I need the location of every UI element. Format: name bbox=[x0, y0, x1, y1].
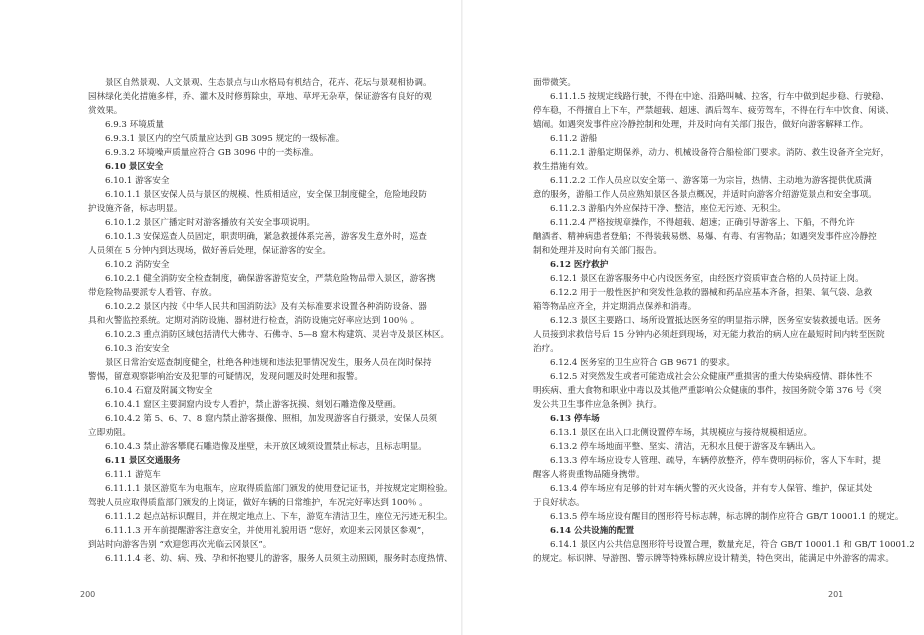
right-page-number: 201 bbox=[828, 590, 844, 599]
text-line: 6.10.4 石窟及附属文物安全 bbox=[105, 386, 213, 396]
text-line: 制和处理并及时向有关部门报告。 bbox=[533, 246, 662, 256]
text-line: 发公共卫生事件应急条例》执行。 bbox=[533, 400, 662, 410]
text-line: 驾驶人员应取得质监部门颁发的上岗证，做好车辆的日常维护，车况完好率达到 100％ 。 bbox=[88, 498, 428, 508]
text-line: 6.9.3 环境质量 bbox=[105, 120, 164, 130]
text-line: 6.11.1.4 老、幼、病、残、孕和怀抱婴儿的游客，服务人员须主动照顾，服务时态度热情、 bbox=[105, 554, 453, 564]
text-line: 6.12.3 景区主要路口、场所设置抵达医务室的明显指示牌，医务室安装救援电话。医务 bbox=[550, 316, 881, 326]
text-line: 酗酒者、精神病患者登船；不得装载易燃、易爆、有毒、有害物品；如遇突发事件应冷静控 bbox=[533, 232, 877, 242]
text-line: 6.10.1.3 安保巡查人员固定，职责明确，紧急救援体系完善，游客发生意外时，巡查 bbox=[105, 232, 427, 242]
text-line: 箱等物品应齐全，并定期消点保养和消毒。 bbox=[533, 302, 697, 312]
text-line: 6.10.4.3 禁止游客攀爬石雕造像及崖壁，未开放区域须设置禁止标志，且标志明显。 bbox=[105, 442, 427, 452]
text-line: 6.12.1 景区在游客服务中心内设医务室，由经医疗资质审查合格的人员持证上岗。 bbox=[550, 274, 864, 284]
text-line: 6.11.2.1 游船定期保养，动力、机械设备符合船检部门要求。消防、救生设备齐全完好， bbox=[550, 148, 890, 158]
text-line: 6.13.3 停车场应设专人管理、疏导，车辆停放整齐，停车费明码标价，客人下车时，提 bbox=[550, 456, 881, 466]
text-line: 于良好状态。 bbox=[533, 498, 585, 508]
text-line: 6.11.1 游览车 bbox=[105, 470, 161, 480]
text-line: 带危险物品要派专人看管、存放。 bbox=[88, 288, 217, 298]
text-line: 6.10.1.2 景区广播定时对游客播放有关安全事项说明。 bbox=[105, 218, 316, 228]
text-line: 停车稳，不得擅自上下车，严禁超载、超速、酒后驾车、疲劳驾车，不得在行车中饮食、闲谈、 bbox=[533, 106, 894, 116]
text-line: 6.11.2.4 严格按规章操作，不得超载、超速；正确引导游客上、下船，不得允许 bbox=[550, 218, 855, 228]
text-line: 醒客人将贵重物品随身携带。 bbox=[533, 470, 645, 480]
text-line: 面带微笑。 bbox=[533, 78, 576, 88]
text-line: 景区自然景观、人文景观、生态景点与山水格局有机结合，花卉、花坛与景观相协调。 bbox=[105, 78, 432, 88]
text-line: 具和火警监控系统。定期对消防设施、器材进行检查，消防设施完好率应达到 100％ 。 bbox=[88, 316, 420, 326]
text-line: 6.11.2.2 工作人员应以安全第一、游客第一为宗旨，热情、主动地为游客提供优质满 bbox=[550, 176, 872, 186]
text-line: 6.10.1 游客安全 bbox=[105, 176, 170, 186]
text-line: 立即劝阻。 bbox=[88, 428, 131, 438]
text-line: 6.11.1.2 起点站标识醒目，并在规定地点上、下车，游览车清洁卫生，座位无污迹无积尘。 bbox=[105, 512, 453, 522]
text-line: 意的服务，游船工作人员应熟知景区各景点概况，并适时向游客介绍游览景点和安全事项。 bbox=[533, 190, 877, 200]
text-line: 的规定。标识牌、导游图、警示牌等特殊标牌应设计精美，特色突出，能满足中外游客的需求。 bbox=[533, 554, 894, 564]
text-line: 嬉闹。如遇突发事件应冷静控制和处理，并及时向有关部门报告，做好向游客解释工作。 bbox=[533, 120, 869, 130]
text-line: 6.9.3.2 环境噪声质量应符合 GB 3096 中的一类标准。 bbox=[105, 148, 319, 158]
text-line: 警惕，留意观察影响治安及犯罪的可疑情况，发现问题及时处理和报警。 bbox=[88, 372, 364, 382]
text-line: 6.11.1.5 按规定线路行驶，不得在中途、沿路叫喊、拉客，行车中做到起步稳、行驶稳、 bbox=[550, 92, 890, 102]
text-line: 6.9.3.1 景区内的空气质量应达到 GB 3095 规定的一级标准。 bbox=[105, 134, 345, 144]
page-gutter bbox=[461, 0, 463, 635]
text-line: 6.11.2 游船 bbox=[550, 134, 598, 144]
left-page-number: 200 bbox=[80, 590, 96, 599]
text-line: 赏效果。 bbox=[88, 106, 123, 116]
section-heading-line: 6.12 医疗救护 bbox=[550, 260, 609, 270]
text-line: 6.14.1 景区内公共信息图形符号设置合理，数量充足，符合 GB/T 10001.1 和 GB/T 10001.2 bbox=[550, 540, 915, 550]
text-line: 6.11.1.3 开车前提醒游客注意安全，并使用礼貌用语 “您好，欢迎来云冈景区参观”， bbox=[105, 526, 430, 536]
text-line: 景区日常治安巡查制度健全，杜绝各种违规和违法犯罪情况发生，服务人员在岗时保持 bbox=[105, 358, 432, 368]
text-line: 6.13.5 停车场应设有醒目的图形符号标志牌，标志牌的制作应符合 GB/T 10001.1 的规定。 bbox=[550, 512, 904, 522]
text-line: 6.10.2.3 重点消防区域包括清代大佛寺、石佛寺、5—8 窟木构建筑、灵岩寺及景区林区。 bbox=[105, 330, 450, 340]
text-line: 6.11.1.1 景区游览车为电瓶车，应取得质监部门颁发的使用登记证书，并按规定定期检验。 bbox=[105, 484, 453, 494]
text-line: 人员须在 5 分钟内到达现场，做好善后处理，保证游客的安全。 bbox=[88, 246, 331, 256]
section-heading-line: 6.11 景区交通服务 bbox=[105, 456, 181, 466]
text-line: 人员接到求救信号后 15 分钟内必须赶到现场，对无能力救治的病人应在最短时间内转至医院 bbox=[533, 330, 885, 340]
text-line: 6.10.1.1 景区安保人员与景区的规模、性质相适应，安全保卫制度健全，危险地段防 bbox=[105, 190, 427, 200]
text-line: 6.12.2 用于一般性医护和突发性急救的器械和药品应基本齐备，担架、氧气袋、急救 bbox=[550, 288, 873, 298]
text-line: 园林绿化美化措施多样，乔、灌木及时修剪除虫，草地、草坪无杂草，保证游客有良好的观 bbox=[88, 92, 432, 102]
left-page-body bbox=[88, 76, 453, 566]
text-line: 6.10.2 消防安全 bbox=[105, 260, 170, 270]
text-line: 治疗。 bbox=[533, 344, 559, 354]
text-line: 6.10.2.1 健全消防安全检查制度，确保游客游览安全，严禁危险物品带入景区，游客携 bbox=[105, 274, 436, 284]
text-line: 6.10.3 治安安全 bbox=[105, 344, 170, 354]
text-line: 护设施齐备，标志明显。 bbox=[88, 204, 183, 214]
text-line: 6.10.4.1 窟区主要洞窟内设专人看护，禁止游客抚摸、刻划石雕造像及壁画。 bbox=[105, 400, 402, 410]
text-line: 6.10.4.2 第 5、6、7、8 窟内禁止游客摄像、照相，加发现游客自行摄录，安保人员须 bbox=[105, 414, 438, 424]
text-line: 到站时向游客告别 “欢迎您再次光临云冈景区”。 bbox=[88, 540, 272, 550]
text-line: 6.10.2.2 景区内按《中华人民共和国消防法》及有关标准要求设置各种消防设备、器 bbox=[105, 302, 427, 312]
text-line: 6.11.2.3 游船内外应保持干净、整洁，座位无污迹、无积尘。 bbox=[550, 204, 786, 214]
section-heading-line: 6.10 景区安全 bbox=[105, 162, 164, 172]
section-heading-line: 6.14 公共设施的配置 bbox=[550, 526, 635, 536]
text-line: 6.13.1 景区在出入口北侧设置停车场，其规模应与接待规模相适应。 bbox=[550, 428, 813, 438]
text-line: 救生措施有效。 bbox=[533, 162, 594, 172]
right-page-body bbox=[533, 76, 915, 566]
text-line: 6.12.5 对突然发生或者可能造成社会公众健康严重损害的重大传染病疫情、群体性不 bbox=[550, 372, 873, 382]
text-line: 6.13.4 停车场应有足够的针对车辆火警的灭火设备，并有专人保管、维护，保证其处 bbox=[550, 484, 873, 494]
text-line: 明疾病、重大食物和职业中毒以及其他严重影响公众健康的事件，按国务院令第 376 号《突 bbox=[533, 386, 882, 396]
section-heading-line: 6.13 停车场 bbox=[550, 414, 600, 424]
text-line: 6.12.4 医务室的卫生应符合 GB 9671 的要求。 bbox=[550, 358, 736, 368]
text-line: 6.13.2 停车场地面平整、坚实、清洁，无积水且便于游客及车辆出入。 bbox=[550, 442, 821, 452]
